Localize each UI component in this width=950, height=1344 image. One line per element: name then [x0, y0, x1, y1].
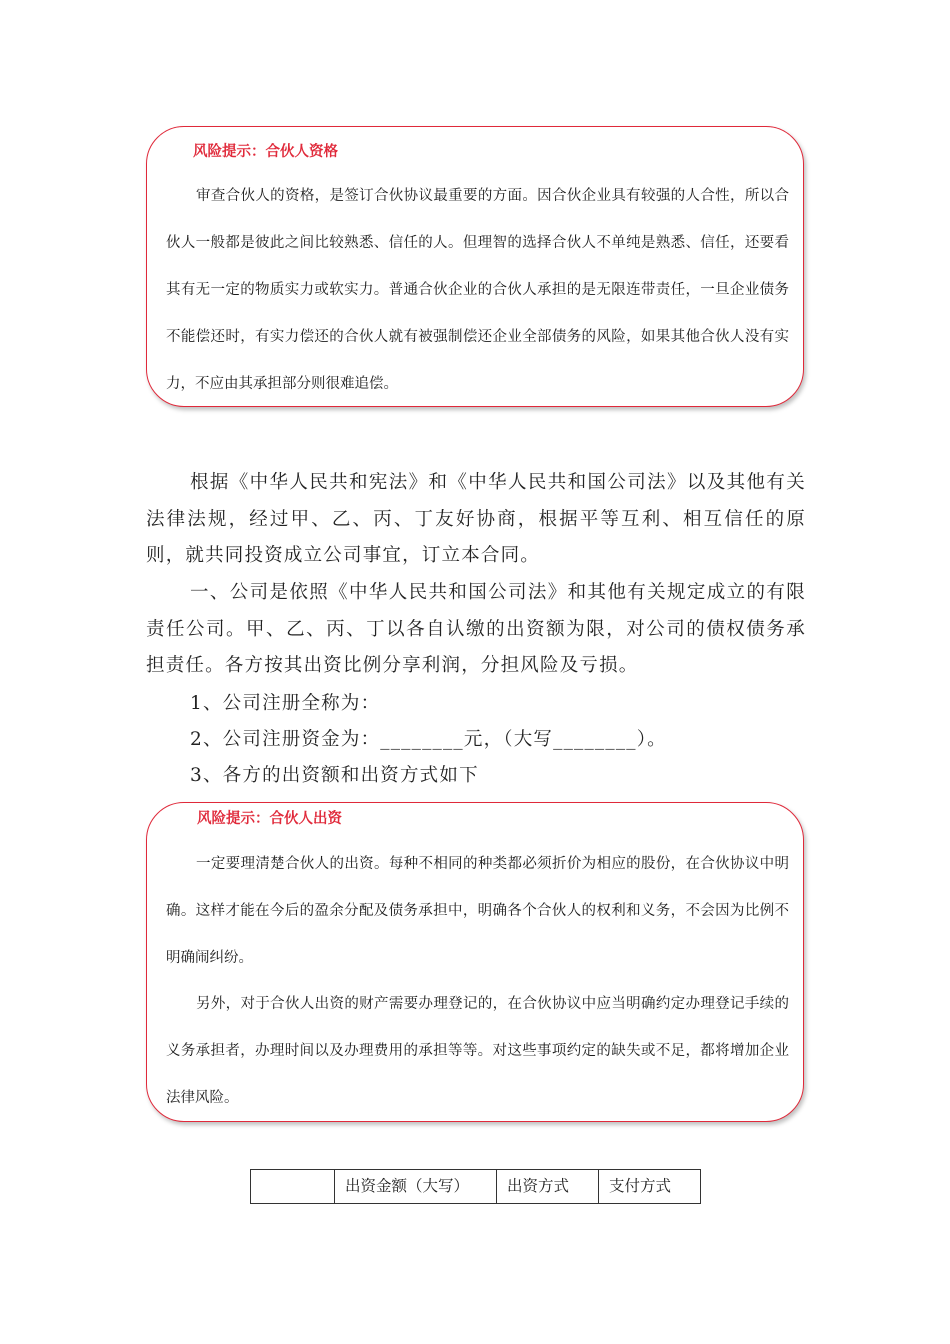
risk-text: 审查合伙人的资格，是签订合伙协议最重要的方面。因合伙企业具有较强的人合性，所以合伙人一般都是彼此之间比较熟悉、信任的人。但理智的选择合伙人不单纯是熟悉、信任，还要看其有无一定的物质实力或软实力。普通合伙企业的合伙人承担的是无限连带责任，一旦企业债务不能偿还时，有实力偿还的合伙人就有被强制偿还企业全部债务的风险，如果其他合伙人没有实力，不应由其承担部分则很难追偿。 — [166, 188, 789, 392]
clause-one: 一、公司是依照《中华人民共和国公司法》和其他有关规定成立的有限责任公司。甲、乙、丙、丁以各自认缴的出资额为限，对公司的债权债务承担责任。各方按其出资比例分享利润，分担风险及亏损。 — [146, 582, 806, 676]
risk-box-partner-contribution — [146, 802, 804, 1122]
contract-preamble: 根据《中华人民共和宪法》和《中华人民共和国公司法》以及其他有关法律法规，经过甲、乙、丙、丁友好协商，根据平等互利、相互信任的原则，就共同投资成立公司事宜，订立本合同。 — [146, 472, 806, 566]
risk-title: 风险提示：合伙人出资 — [197, 811, 342, 827]
risk-title: 风险提示：合伙人资格 — [193, 144, 338, 160]
item-registered-capital: 2、公司注册资金为：________元，（大写________）。 — [190, 729, 667, 750]
table-header-row — [251, 1170, 701, 1204]
contribution-table — [250, 1169, 701, 1204]
risk-text-1: 一定要理清楚合伙人的出资。每种不相同的种类都必须折价为相应的股份，在合伙协议中明确。这样才能在今后的盈余分配及债务承担中，明确各个合伙人的权利和义务，不会因为比例不明确闹纠纷。 — [166, 856, 789, 966]
table-header-cell: 出资金额（大写） — [335, 1170, 497, 1204]
item-company-name: 1、公司注册全称为： — [190, 693, 381, 714]
table-header-cell — [251, 1170, 335, 1204]
table-header-cell: 支付方式 — [599, 1170, 701, 1204]
item-contribution-intro: 3、各方的出资额和出资方式如下 — [190, 765, 479, 786]
risk-text-2: 另外，对于合伙人出资的财产需要办理登记的，在合伙协议中应当明确约定办理登记手续的义务承担者，办理时间以及办理费用的承担等等。对这些事项约定的缺失或不足，都将增加企业法律风险。 — [166, 996, 789, 1106]
table-header-cell: 出资方式 — [497, 1170, 599, 1204]
risk-box-partner-qualification — [146, 126, 804, 407]
